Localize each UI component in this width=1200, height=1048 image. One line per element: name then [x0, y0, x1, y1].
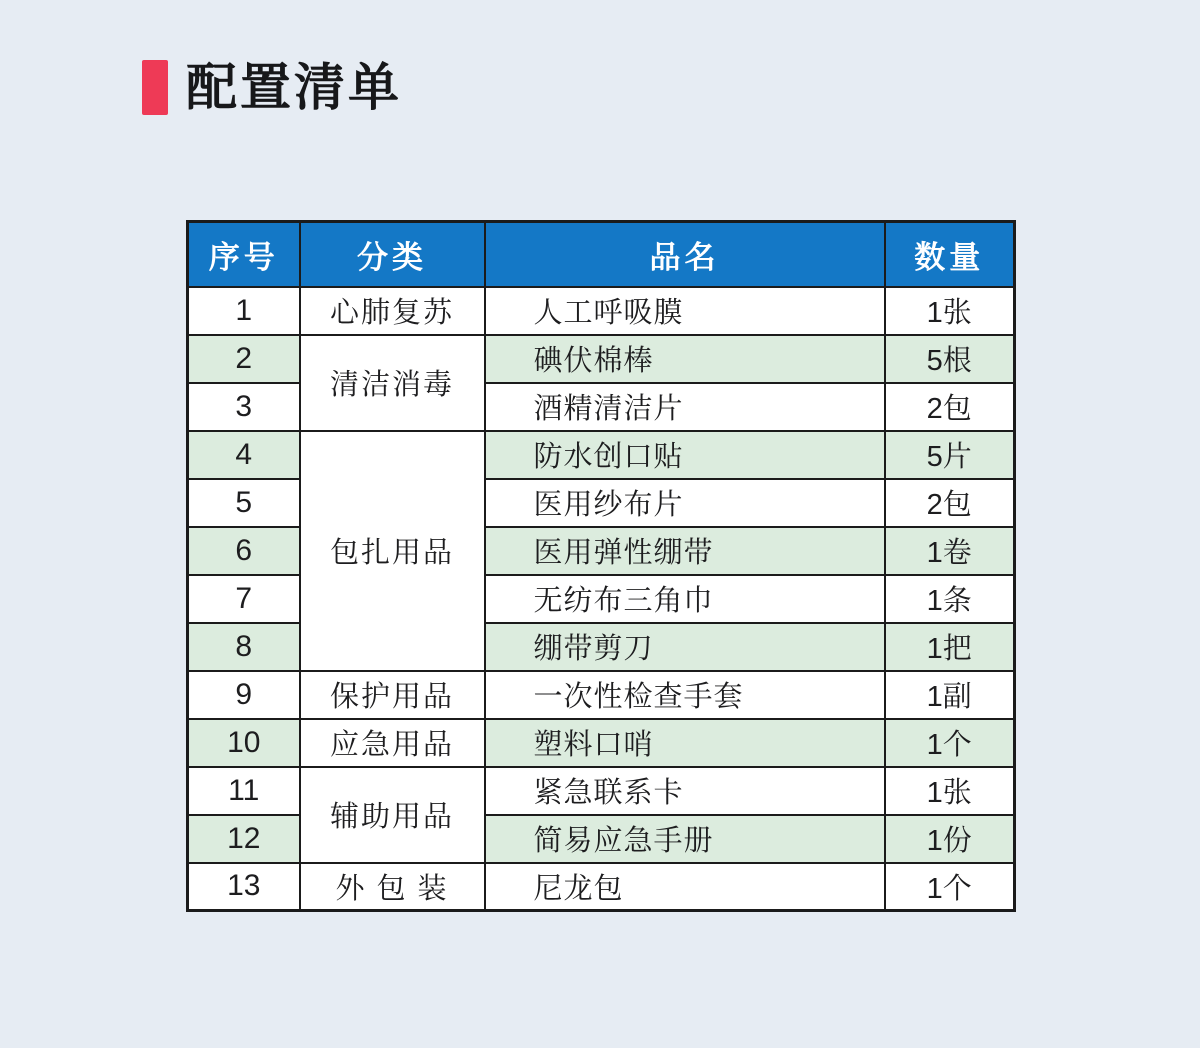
- cell-category: 外 包 装: [300, 863, 485, 911]
- column-header-4: 数量: [885, 222, 1015, 287]
- title-accent-bar: [142, 60, 168, 115]
- config-table: [186, 220, 1016, 912]
- cell-category: 包扎用品: [300, 431, 485, 671]
- cell-quantity: 1卷: [885, 527, 1015, 575]
- cell-product-name: 碘伏棉棒: [485, 335, 885, 383]
- cell-quantity: 1张: [885, 767, 1015, 815]
- cell-product-name: 无纺布三角巾: [485, 575, 885, 623]
- cell-product-name: 人工呼吸膜: [485, 287, 885, 335]
- cell-product-name: 尼龙包: [485, 863, 885, 911]
- table-row: [188, 719, 1015, 767]
- cell-category: 应急用品: [300, 719, 485, 767]
- cell-product-name: 简易应急手册: [485, 815, 885, 863]
- cell-quantity: 1张: [885, 287, 1015, 335]
- page-title: 配置清单: [186, 59, 403, 116]
- cell-quantity: 1把: [885, 623, 1015, 671]
- column-header-2: 分类: [300, 222, 485, 287]
- table-row: [188, 767, 1015, 815]
- cell-quantity: 5根: [885, 335, 1015, 383]
- page-title-section: [142, 60, 402, 115]
- cell-serial-number: 12: [188, 815, 300, 863]
- cell-category: 心肺复苏: [300, 287, 485, 335]
- table-row: [188, 431, 1015, 479]
- cell-product-name: 紧急联系卡: [485, 767, 885, 815]
- cell-quantity: 1个: [885, 863, 1015, 911]
- cell-product-name: 一次性检查手套: [485, 671, 885, 719]
- cell-product-name: 塑料口哨: [485, 719, 885, 767]
- cell-product-name: 医用弹性绷带: [485, 527, 885, 575]
- cell-serial-number: 9: [188, 671, 300, 719]
- cell-serial-number: 13: [188, 863, 300, 911]
- cell-product-name: 防水创口贴: [485, 431, 885, 479]
- cell-quantity: 1个: [885, 719, 1015, 767]
- cell-category: 清洁消毒: [300, 335, 485, 431]
- cell-serial-number: 7: [188, 575, 300, 623]
- cell-serial-number: 10: [188, 719, 300, 767]
- column-header-3: 品名: [485, 222, 885, 287]
- table-row: [188, 671, 1015, 719]
- cell-product-name: 绷带剪刀: [485, 623, 885, 671]
- cell-product-name: 医用纱布片: [485, 479, 885, 527]
- cell-category: 保护用品: [300, 671, 485, 719]
- cell-serial-number: 11: [188, 767, 300, 815]
- cell-quantity: 1副: [885, 671, 1015, 719]
- cell-serial-number: 1: [188, 287, 300, 335]
- table-row: [188, 863, 1015, 911]
- cell-serial-number: 8: [188, 623, 300, 671]
- cell-quantity: 2包: [885, 479, 1015, 527]
- cell-quantity: 2包: [885, 383, 1015, 431]
- table-body: [188, 287, 1015, 911]
- cell-serial-number: 3: [188, 383, 300, 431]
- cell-product-name: 酒精清洁片: [485, 383, 885, 431]
- table-row: [188, 335, 1015, 383]
- cell-quantity: 1条: [885, 575, 1015, 623]
- cell-serial-number: 2: [188, 335, 300, 383]
- cell-quantity: 5片: [885, 431, 1015, 479]
- cell-serial-number: 6: [188, 527, 300, 575]
- column-header-1: 序号: [188, 222, 300, 287]
- cell-serial-number: 4: [188, 431, 300, 479]
- table-row: [188, 287, 1015, 335]
- cell-category: 辅助用品: [300, 767, 485, 863]
- cell-serial-number: 5: [188, 479, 300, 527]
- table-header-row: [188, 222, 1015, 287]
- cell-quantity: 1份: [885, 815, 1015, 863]
